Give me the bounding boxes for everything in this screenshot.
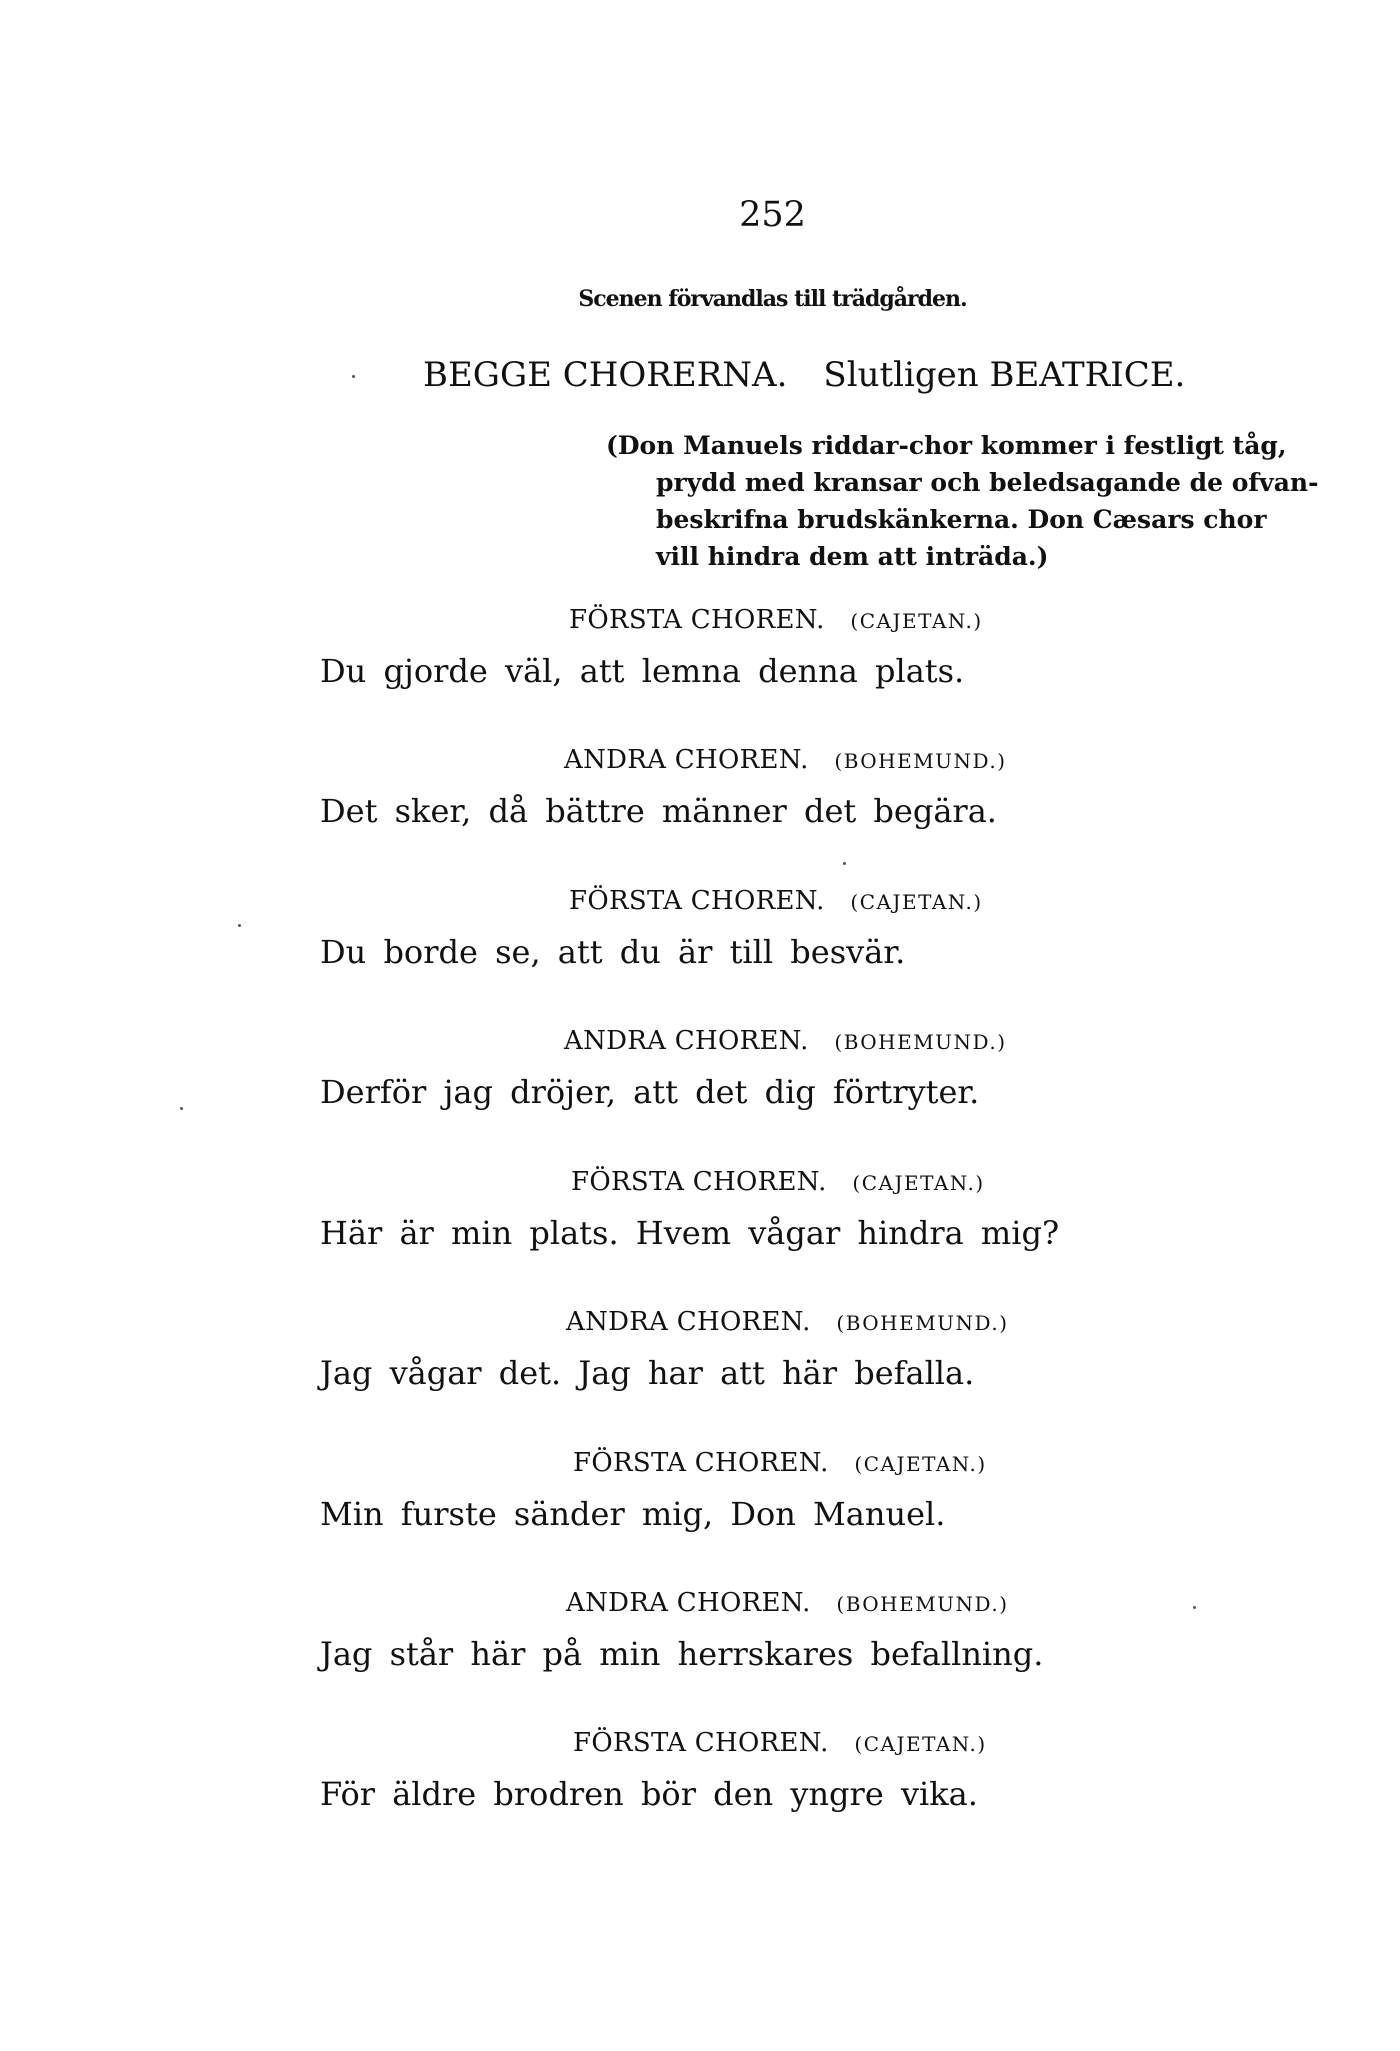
speaker-heading bbox=[569, 605, 983, 635]
dialogue-line: Min furste sänder mig, Don Manuel. bbox=[320, 1495, 946, 1533]
speaker-name: FÖRSTA CHOREN. bbox=[569, 605, 825, 635]
dialogue-line: Du gjorde väl, att lemna denna plats. bbox=[320, 652, 965, 690]
speaker-role: (BOHEMUND.) bbox=[834, 749, 1007, 773]
stage-direction-line: prydd med kransar och beledsagande de ofvan- bbox=[656, 468, 1319, 497]
speaker-name: FÖRSTA CHOREN. bbox=[571, 1167, 827, 1197]
speaker-role: (CAJETAN.) bbox=[854, 1732, 987, 1756]
speaker-role: (BOHEMUND.) bbox=[836, 1592, 1009, 1616]
dialogue-line: Du borde se, att du är till besvär. bbox=[320, 933, 906, 971]
speaker-role: (CAJETAN.) bbox=[854, 1452, 987, 1476]
stage-direction-line: beskrifna brudskänkerna. Don Cæsars chor bbox=[656, 505, 1267, 534]
scan-speck bbox=[352, 375, 355, 378]
dialogue-line: Derför jag dröjer, att det dig förtryter. bbox=[320, 1073, 980, 1111]
speaker-heading bbox=[571, 1167, 985, 1197]
speaker-heading bbox=[573, 1728, 987, 1758]
speaker-name: ANDRA CHOREN. bbox=[566, 1307, 811, 1337]
speaker-role: (BOHEMUND.) bbox=[834, 1030, 1007, 1054]
scan-speck bbox=[843, 862, 846, 865]
scene-heading-entrance: Slutligen BEATRICE. bbox=[823, 355, 1186, 395]
speaker-heading bbox=[564, 745, 1007, 775]
speaker-heading bbox=[566, 1588, 1009, 1618]
scan-speck bbox=[1193, 1606, 1196, 1609]
scan-speck bbox=[180, 1107, 183, 1110]
speaker-heading bbox=[566, 1307, 1009, 1337]
stage-direction-line: vill hindra dem att inträda.) bbox=[656, 542, 1049, 571]
speaker-heading bbox=[573, 1448, 987, 1478]
speaker-role: (CAJETAN.) bbox=[850, 609, 983, 633]
speaker-name: FÖRSTA CHOREN. bbox=[569, 886, 825, 916]
dialogue-line: Här är min plats. Hvem vågar hindra mig? bbox=[320, 1214, 1060, 1252]
scan-speck bbox=[238, 924, 241, 927]
speaker-heading bbox=[569, 886, 983, 916]
scene-heading bbox=[423, 355, 1185, 395]
speaker-name: ANDRA CHOREN. bbox=[564, 1026, 809, 1056]
speaker-name: FÖRSTA CHOREN. bbox=[573, 1448, 829, 1478]
speaker-name: ANDRA CHOREN. bbox=[566, 1588, 811, 1618]
speaker-role: (BOHEMUND.) bbox=[836, 1311, 1009, 1335]
speaker-name: FÖRSTA CHOREN. bbox=[573, 1728, 829, 1758]
dialogue-line: Det sker, då bättre männer det begära. bbox=[320, 792, 997, 830]
speaker-role: (CAJETAN.) bbox=[850, 890, 983, 914]
speaker-heading bbox=[564, 1026, 1007, 1056]
speaker-name: ANDRA CHOREN. bbox=[564, 745, 809, 775]
dialogue-line: Jag står här på min herrskares befallning. bbox=[320, 1635, 1044, 1673]
scene-heading-characters: BEGGE CHORERNA. bbox=[423, 355, 788, 395]
speaker-role: (CAJETAN.) bbox=[852, 1171, 985, 1195]
dialogue-line: Jag vågar det. Jag har att här befalla. bbox=[320, 1354, 975, 1392]
scene-note: Scenen förvandlas till trädgården. bbox=[578, 286, 967, 312]
stage-direction-line: (Don Manuels riddar-chor kommer i festligt tåg, bbox=[606, 431, 1287, 460]
page-number: 252 bbox=[739, 195, 806, 235]
dialogue-line: För äldre brodren bör den yngre vika. bbox=[320, 1775, 978, 1813]
